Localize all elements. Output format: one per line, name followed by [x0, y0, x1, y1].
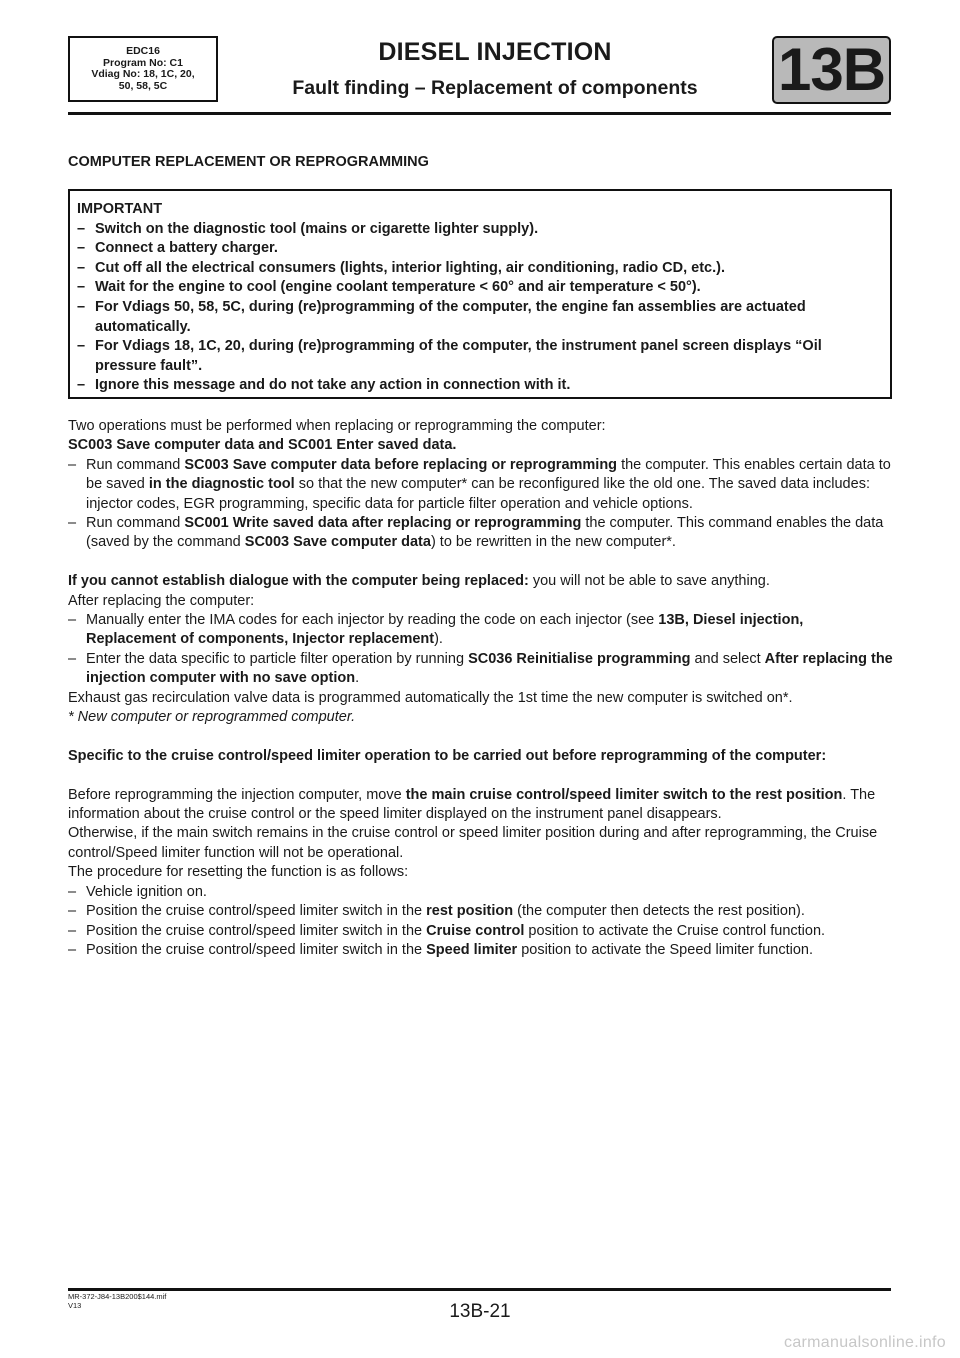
watermark: carmanualsonline.info: [784, 1334, 946, 1351]
important-item: – Switch on the diagnostic tool (mains or cigarette lighter supply).: [77, 220, 539, 237]
operation-item: – Run command SC003 Save computer data before replacing or reprogramming the computer. This enables certain data to be saved in the diagnostic tool so that the new computer* can be reconfigured like the old one. The saved data includes: injector codes, EGR programming, specific data for particle filter operation and vehicle options.: [68, 456, 891, 512]
important-notice: [68, 189, 892, 399]
command-name: SC001 Write saved data after replacing or reprogramming: [184, 515, 582, 532]
page-subtitle: Fault finding – Replacement of components: [292, 77, 698, 99]
intro-paragraph: Two operations must be performed when replacing or reprogramming the computer:: [68, 418, 606, 434]
command-name: SC036 Reinitialise programming: [468, 650, 691, 667]
footnote: * New computer or reprogrammed computer.: [68, 709, 356, 726]
procedure-paragraph: The procedure for resetting the function is as follows:: [68, 864, 409, 881]
after-replacing-paragraph: After replacing the computer:: [68, 592, 255, 609]
vdiag-label-line2: 50, 58, 5C: [118, 79, 168, 92]
important-item: – Wait for the engine to cool (engine coolant temperature < 60° and air temperature < 50°).: [77, 279, 701, 296]
program-number-label: Program No: C1: [103, 56, 183, 69]
egr-paragraph: Exhaust gas recirculation valve data is programmed automatically the 1st time the new computer is switched on*.: [68, 689, 793, 706]
procedure-step: – Position the cruise control/speed limiter switch in the rest position (the computer then detects the rest position).: [68, 903, 805, 920]
command-name: SC003 Save computer data before replacing or reprogramming: [184, 456, 618, 473]
footer-divider: [68, 1288, 891, 1291]
section-code-badge: 13B: [772, 36, 891, 104]
no-dialogue-paragraph: If you cannot establish dialogue with the computer being replaced: you will not be able to save anything.: [68, 573, 770, 590]
cross-reference: 13B, Diesel injection, Replacement of components, Injector replacement: [86, 612, 804, 648]
important-item: – For Vdiags 18, 1C, 20, during (re)programming of the computer, the instrument panel screen displays “Oil pressure fault”.: [77, 338, 822, 374]
document-reference: [68, 1292, 166, 1310]
page-number: 13B-21: [449, 1301, 511, 1322]
procedure-step: – Position the cruise control/speed limiter switch in the Speed limiter position to activate the Speed limiter function.: [68, 941, 813, 958]
operation-item: – Run command SC001 Write saved data after replacing or reprogramming the computer. This command enables the data (saved by the command SC003 Save computer data) to be rewritten in the new computer*.: [68, 515, 884, 551]
important-heading: IMPORTANT: [77, 201, 163, 217]
cruise-control-title: Specific to the cruise control/speed limiter operation to be carried out before reprogramming of the computer:: [68, 747, 827, 764]
section-title: COMPUTER REPLACEMENT OR REPROGRAMMING: [68, 154, 429, 170]
replacement-step: – Enter the data specific to particle filter operation by running SC036 Reinitialise programming and select After replacing the injection computer with no save option.: [68, 650, 893, 687]
vdiag-label-line1: Vdiag No: 18, 1C, 20,: [91, 68, 195, 80]
engine-type-label: EDC16: [126, 45, 160, 57]
procedure-step: – Position the cruise control/speed limiter switch in the Cruise control position to activate the Cruise control function.: [68, 922, 826, 939]
version-label: V13: [68, 1301, 82, 1310]
important-item: – Ignore this message and do not take any action in connection with it.: [77, 377, 571, 394]
file-reference: MR-372-J84-13B200$144.mif: [68, 1292, 167, 1301]
important-item: – Connect a battery charger.: [77, 240, 278, 257]
important-item: – Cut off all the electrical consumers (lights, interior lighting, air conditioning, radio CD, etc.).: [77, 259, 726, 276]
important-item: – For Vdiags 50, 58, 5C, during (re)programming of the computer, the engine fan assemblies are actuated automatically.: [77, 298, 806, 335]
procedure-step: – Vehicle ignition on.: [68, 883, 207, 900]
header-divider: [68, 112, 891, 115]
replacement-step: – Manually enter the IMA codes for each injector by reading the code on each injector (see 13B, Diesel injection, Replacement of components, Injector replacement).: [68, 612, 804, 648]
main-content: [68, 417, 894, 960]
program-info-box: [68, 36, 218, 102]
cruise-paragraph: Before reprogramming the injection computer, move the main cruise control/speed limiter switch to the rest position. The information about the cruise control or the speed limiter displayed on the instrument panel disappears.: [68, 786, 876, 823]
operations-title: SC003 Save computer data and SC001 Enter saved data.: [68, 437, 457, 454]
cruise-warning-paragraph: Otherwise, if the main switch remains in the cruise control or speed limiter position during and after reprogramming, the Cruise control/Speed limiter function will not be operational.: [68, 825, 878, 861]
page-title: DIESEL INJECTION: [378, 38, 612, 66]
